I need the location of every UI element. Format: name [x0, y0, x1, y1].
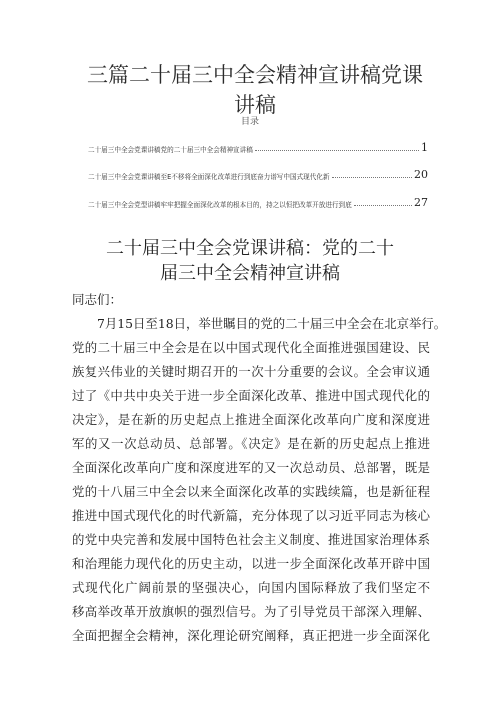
greeting: 同志们： — [72, 292, 123, 307]
toc-page-number: 27 — [414, 196, 428, 209]
body-text — [72, 312, 447, 648]
toc-entry[interactable] — [88, 140, 428, 154]
body-line: 7月15日至18日，举世瞩目的党的二十届三中全会在北京举行。 — [97, 316, 447, 331]
document-title-line: 讲稿 — [234, 93, 276, 117]
document-title-line: 三篇二十届三中全会精神宣讲稿党课 — [87, 63, 423, 87]
body-line: 决定》，是在新的历史起点上推进全面深化改革向广度和深度进 — [72, 412, 430, 427]
toc-page-number: 20 — [414, 168, 428, 181]
section-title — [80, 236, 420, 286]
toc-leader-dots — [332, 177, 412, 178]
toc-entry-text: 二十届三中全会党型讲稿牢牢把握全面深化改革的根本目的，持之以恒把改革开放进行到底 — [88, 201, 352, 209]
body-line: 移高举改革开放旗帜的强烈信号。为了引导党员干部深入理解、 — [72, 604, 430, 619]
toc-leader-dots — [255, 150, 419, 151]
toc-entry-text: 二十届三中全会党课讲稿至E不移将全面深化改革进行到底奋力谱写中国式现代化新 — [88, 173, 330, 181]
body-line: 全面深化改革向广度和深度进军的又一次总动员、总部署，既是 — [72, 460, 430, 475]
section-title-line: 二十届三中全会党课讲稿：党的二十 — [106, 238, 394, 259]
body-line: 军的又一次总动员、总部署。《决定》是在新的历史起点上推进 — [72, 436, 430, 451]
body-line: 党的十八届三中全会以来全面深化改革的实践续篇，也是新征程 — [72, 484, 430, 499]
body-line: 党的二十届三中全会是在以中国式现代化全面推进强国建设、民 — [72, 340, 430, 355]
toc-entry[interactable] — [88, 195, 428, 209]
body-line: 式现代化广阔前景的坚强决心，向国内国际释放了我们坚定不 — [72, 580, 430, 595]
body-line: 和治理能力现代化的历史主动，以进一步全面深化改革开辟中国 — [72, 556, 430, 571]
body-line: 全面把握全会精神，深化理论研究阐释，真正把进一步全面深化 — [72, 628, 430, 643]
toc-leader-dots — [354, 205, 412, 206]
section-title-line: 届三中全会精神宣讲稿 — [160, 263, 340, 284]
toc-entry[interactable] — [88, 167, 428, 181]
body-line: 的党中央完善和发展中国特色社会主义制度、推进国家治理体系 — [72, 532, 430, 547]
body-line: 推进中国式现代化的时代新篇，充分体现了以习近平同志为核心 — [72, 508, 430, 523]
toc-page-number: 1 — [421, 141, 428, 154]
body-line: 族复兴伟业的关键时期召开的一次十分重要的会议。全会审议通 — [72, 364, 430, 379]
document-title — [60, 60, 450, 120]
body-line: 过了《中共中央关于进一步全面深化改革、推进中国式现代化的 — [72, 388, 430, 403]
toc-entry-text: 二十届三中全会党课讲稿党的二十届三中全会精神宣讲稿 — [88, 146, 253, 154]
toc-heading: 目录 — [240, 117, 259, 127]
